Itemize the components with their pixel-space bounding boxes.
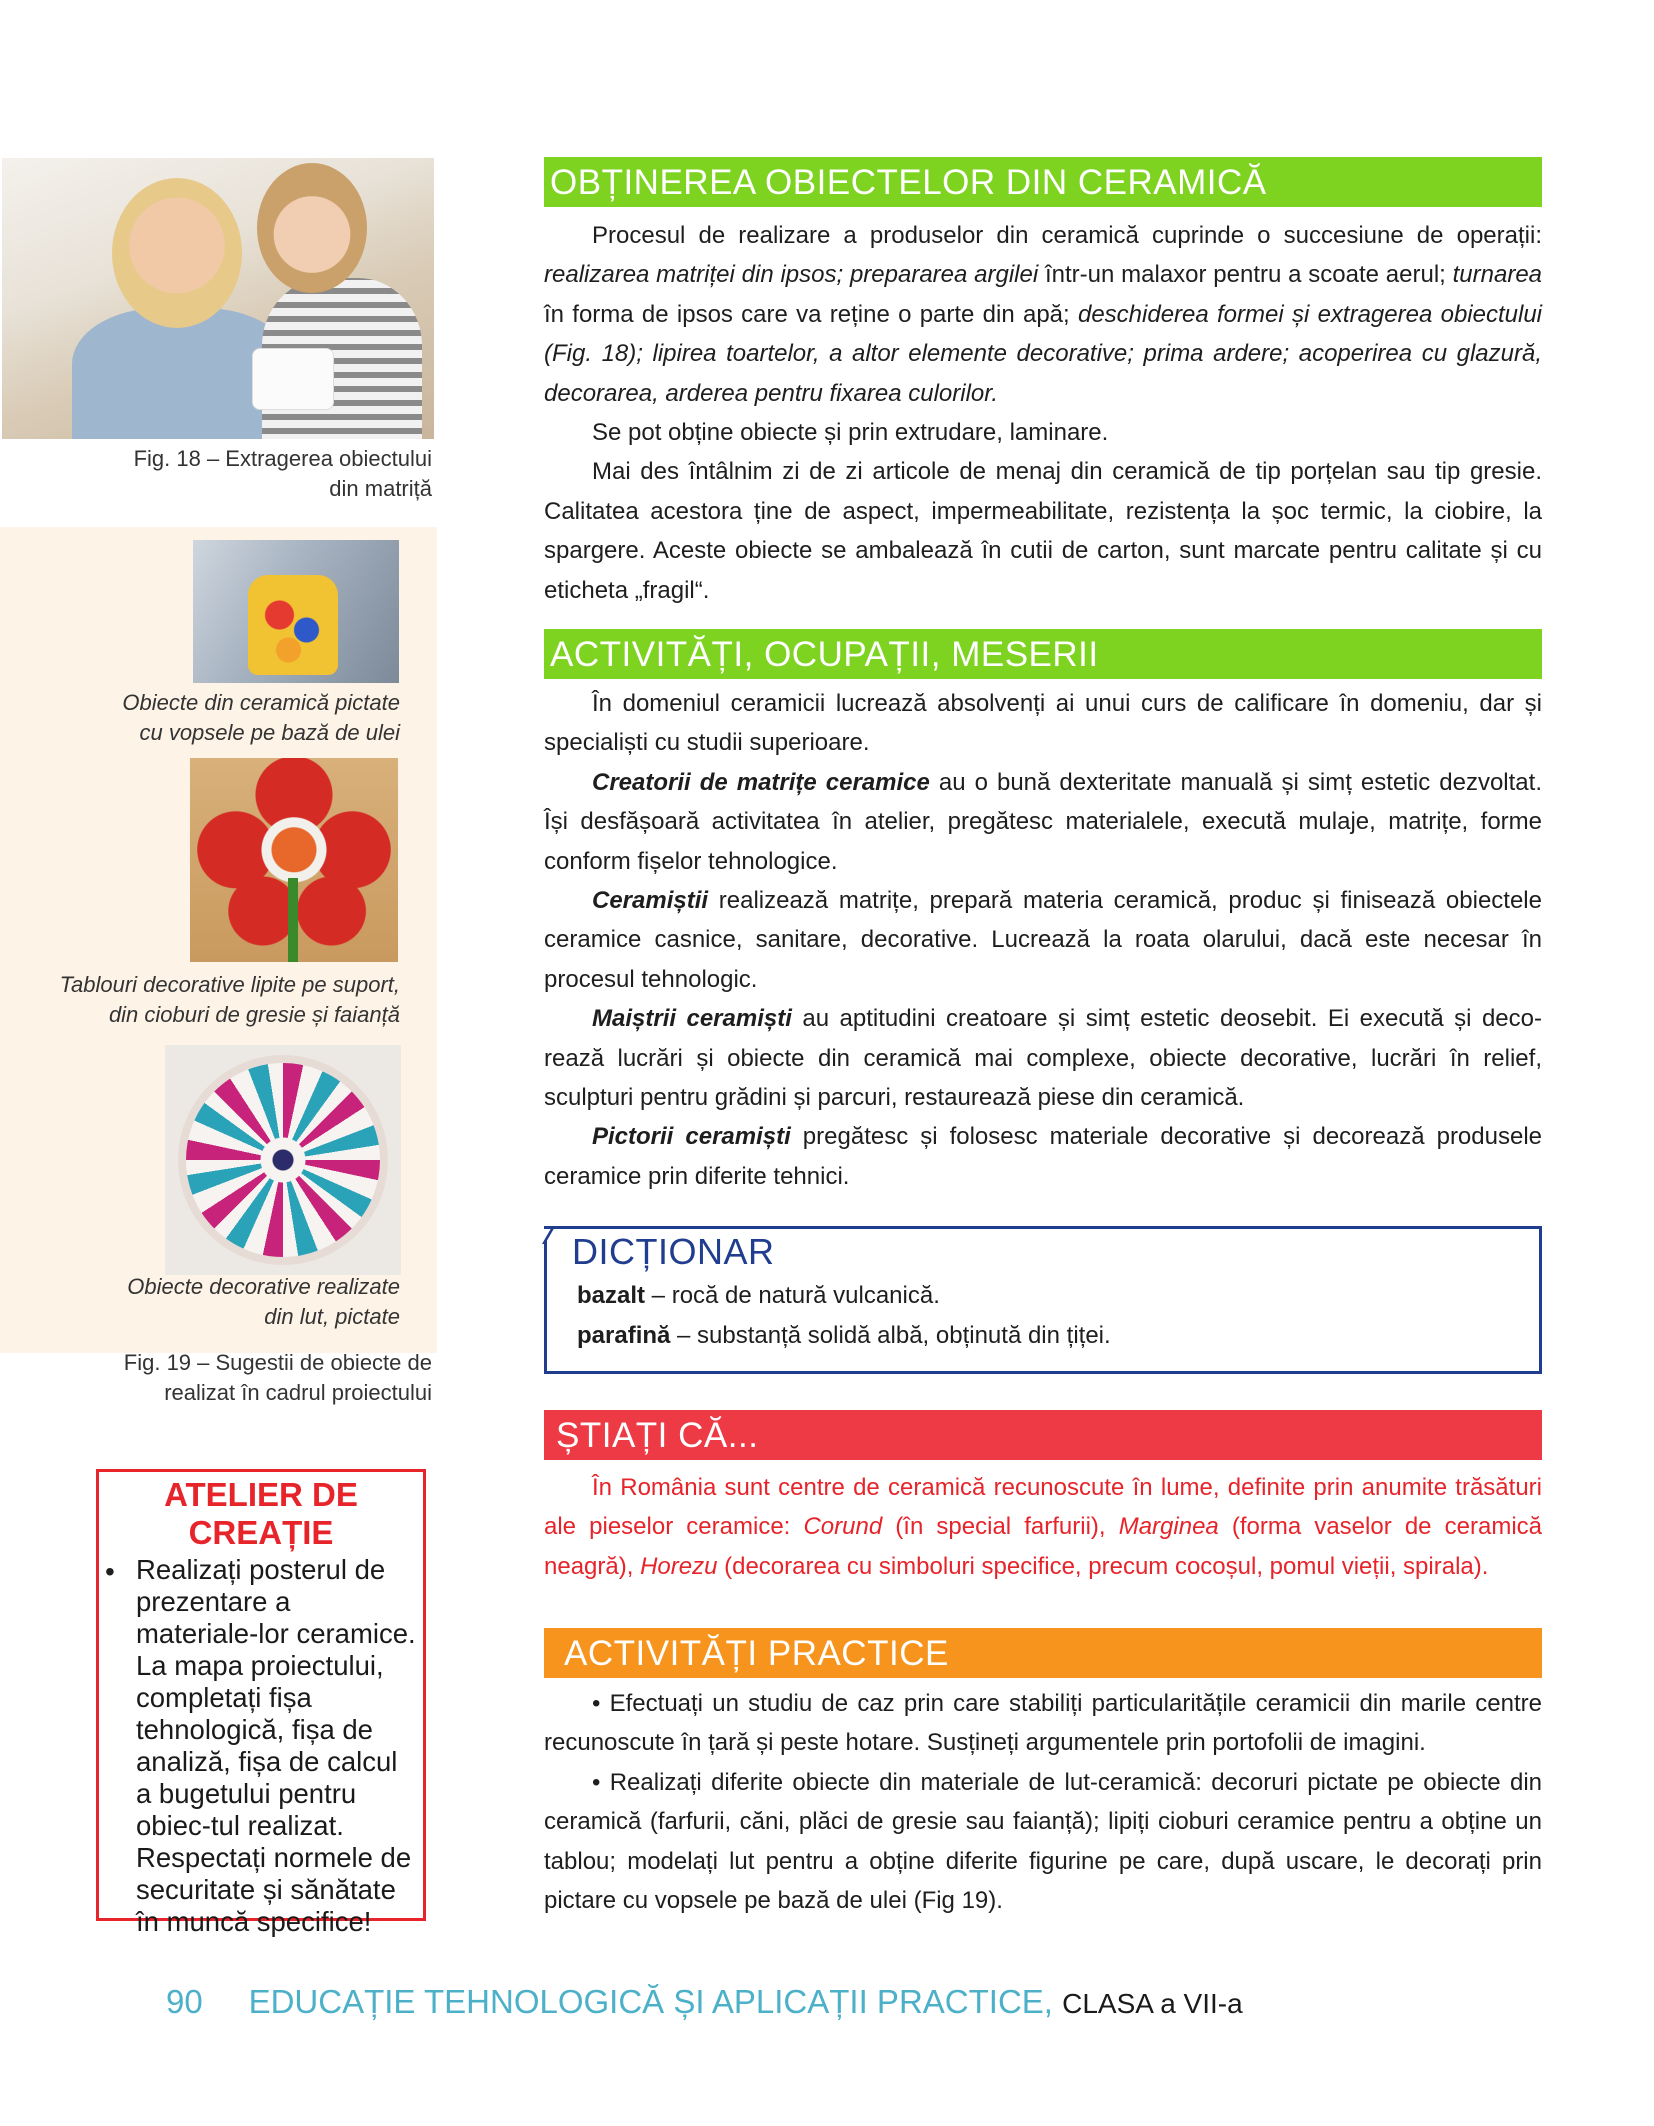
stiati-body [544,1468,1542,1586]
painted-objects-caption-line1: Obiecte din ceramică pictate [122,690,400,715]
dictionary-left-border [544,1240,547,1374]
photo-extracting-object [2,158,434,439]
painted-objects-caption-line2: cu vopsele pe bază de ulei [139,720,400,745]
plate-caption-line2: din lut, pictate [264,1304,400,1329]
fig18-caption [60,444,432,504]
stiati-paragraph: În România sunt centre de ceramică recunoscute în lume, definite prin anumite trăsături ale pieselor ceramice: Corund (în special farfurii), Marginea (forma vaselor de ceramică neagră), Horezu (decorarea cu simboluri specifice, precum cocoșul, pomul vieții, spirala). [544,1474,1542,1580]
section1-paragraph3: Mai des întâlnim zi de zi articole de menaj din ceramică de tip porțelan sau tip gresie. Calitatea acestora ține de aspect, impermeabilitate, rezistența la șoc termic, la ciobire, la spargere. Aceste obiecte se ambalează în cutii de carton, sunt marcate pentru calitate și cu eticheta „fragil“. [544,458,1542,604]
section2-paragraph3: Ceramiștii realizează matrițe, prepară materia ceramică, produc și finisează obiectele ceramice casnice, sanitare, decorative. Lucrează la roata olarului, dacă este necesar în procesul tehnologic. [544,887,1542,993]
page-footer [166,1978,1243,2026]
photo-mosaic-flower [190,758,398,962]
fig18-caption-line2: din matriță [329,476,432,501]
dictionary-title: DICȚIONAR [572,1231,775,1272]
mosaic-caption-line1: Tablouri decorative lipite pe suport, [59,972,400,997]
dictionary-box [544,1226,1542,1374]
section2-paragraph2: Creatorii de matrițe ceramice au o bună dexteritate manuală și simț estetic dezvoltat. Își desfășoară activitatea în atelier, pregătesc materialele, execută mulaje, matrițe, forme conform fișelor tehnologice. [544,768,1542,875]
fig18-caption-line1: Fig. 18 – Extragerea obiectului [133,446,432,471]
section-title-practice: ACTIVITĂȚI PRACTICE [544,1628,1542,1678]
section-title-activitati: ACTIVITĂȚI, OCUPAȚII, MESERII [544,629,1542,679]
fig19-caption-line1: Fig. 19 – Sugestii de obiecte de [123,1350,432,1375]
practice-paragraph1: • Efectuați un studiu de caz prin care stabiliți particularitățile ceramicii din marile centre recunoscute în țară și peste hotare. Susțineți argumentele prin portofolii de imagini. [544,1690,1542,1757]
practice-paragraph2: • Realizați diferite obiecte din materiale de lut-ceramică: decoruri pictate pe obiecte din ceramică (farfurii, căni, plăci de gresie sau faianță); lipiți cioburi ceramice pentru a obține un tablou; modelați lut pentru a obține diferite figurine pe care, după uscare, le decorați prin pictare cu vopsele pe bază de ulei (Fig 19). [544,1768,1542,1915]
atelier-title-line1: ATELIER DE [164,1476,358,1513]
plate-caption [60,1272,400,1332]
atelier-title [99,1472,423,1552]
plate-caption-line1: Obiecte decorative realizate [127,1274,400,1299]
atelier-title-line2: CREAȚIE [188,1514,334,1551]
section2-paragraph5: Pictorii ceramiști pregătesc și folosesc materiale decorative și decorează produsele ceramice prin diferite tehnici. [544,1123,1543,1190]
fig19-caption-line2: realizat în cadrul proiectului [164,1380,432,1405]
fig19-caption [60,1348,432,1408]
mosaic-caption-line2: din cioburi de gresie și faianță [108,1002,400,1027]
section1-paragraph2: Se pot obține obiecte și prin extrudare, laminare. [592,419,1109,447]
section-title-stiati: ȘTIAȚI CĂ... [544,1410,1542,1460]
atelier-text: Realizați posterul de prezentare a materiale-lor ceramice. La mapa proiectului, completați fișa tehnologică, fișa de analiză, fișa de calcul a bugetului pentru obiec-tul realizat. Respectați normele de securitate și sănătate în muncă specifice! [136,1554,416,1937]
dictionary-entry-parafina: parafină – substanță solidă albă, obținută din țiței. [577,1322,1111,1349]
page-number: 90 [166,1983,203,2020]
section2-paragraph1: În domeniul ceramicii lucrează absolvenți ai unui curs de calificare în domeniu, dar și specialiști cu studii superioare. [544,690,1542,757]
painted-objects-caption [60,688,400,748]
section2-paragraph4: Maiștrii ceramiști au aptitudini creatoare și simț estetic deosebit. Ei execută și deco-rează lucrări și obiecte din ceramică mai complexe, obiecte decorative, lucrări în relief, sculpturi pentru grădini și parcuri, restaurează piese din ceramică. [544,1005,1542,1112]
section2-body [544,684,1542,1196]
practice-body [544,1684,1542,1920]
atelier-box [96,1469,426,1937]
class-label: CLASA a VII-a [1062,1988,1243,2019]
bullet-icon: • [105,1556,115,1587]
mosaic-caption [40,970,400,1030]
dictionary-entry-bazalt: bazalt – rocă de natură vulcanică. [577,1282,940,1309]
book-title: EDUCAȚIE TEHNOLOGICĂ ȘI APLICAȚII PRACTICE, [248,1983,1053,2020]
section1-paragraph1: Procesul de realizare a produselor din ceramică cuprinde o succesiune de operații: realizarea matriței din ipsos; prepararea argilei într-un malaxor pentru a scoate aerul; turnarea în forma de ipsos care va reține o parte din apă; deschiderea formei și extragerea obiectului (Fig. 18); lipirea toartelor, a altor elemente decorative; prima ardere; acoperirea cu glazură, decorarea, arderea pentru fixarea culorilor. [544,222,1543,407]
section-title-obtinerea: OBȚINEREA OBIECTELOR DIN CERAMICĂ [544,157,1542,207]
section1-body [544,216,1542,610]
photo-painted-plate [165,1045,401,1275]
photo-painted-jar [193,540,399,683]
